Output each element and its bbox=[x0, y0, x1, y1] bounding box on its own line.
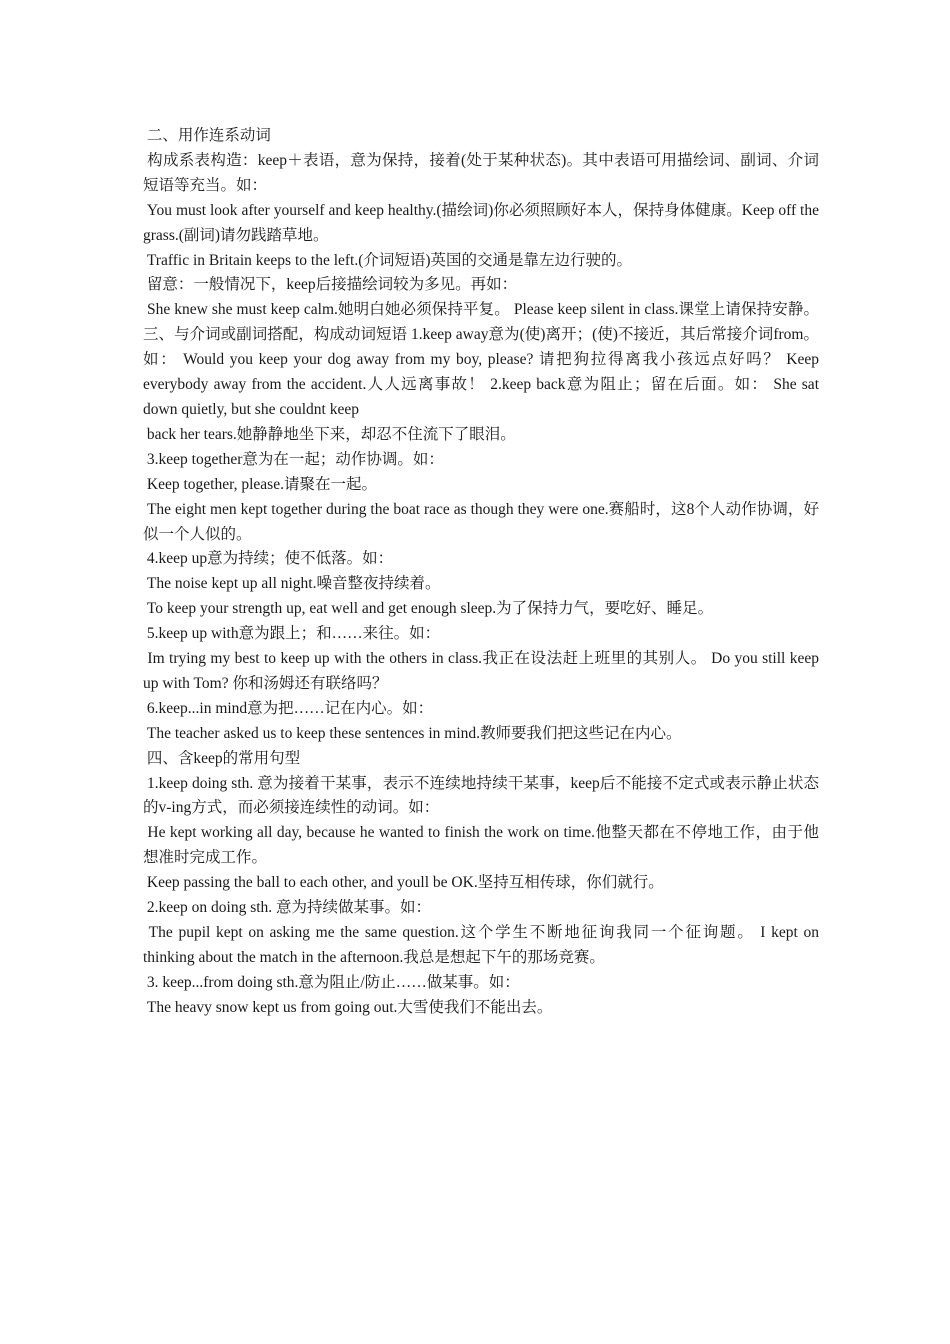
example-sentence: The heavy snow kept us from going out.大雪使我们不能出去。 bbox=[143, 998, 553, 1016]
paragraph: 构成系表构造：keep＋表语，意为保持，接着(处于某种状态)。其中表语可用描绘词、副词、介词短语等充当。如： bbox=[143, 151, 819, 194]
phrase-heading: 3.keep together意为在一起；动作协调。如： bbox=[143, 450, 444, 468]
example-sentence: The noise kept up all night.噪音整夜持续着。 bbox=[143, 575, 441, 593]
phrase-heading: 2.keep on doing sth. 意为持续做某事。如： bbox=[143, 899, 432, 917]
example-sentence: You must look after yourself and keep healthy.(描绘词)你必须照顾好本人，保持身体健康。Keep off the grass.(副词)请勿践踏草地。 bbox=[143, 201, 823, 244]
document-body bbox=[143, 124, 823, 1021]
example-sentence: Keep passing the ball to each other, and youll be OK.坚持互相传球，你们就行。 bbox=[143, 874, 664, 892]
example-sentence: Traffic in Britain keeps to the left.(介词短语)英国的交通是靠左边行驶的。 bbox=[143, 251, 633, 269]
example-sentence: The teacher asked us to keep these sentences in mind.教师要我们把这些记在内心。 bbox=[143, 724, 682, 742]
example-sentence: To keep your strength up, eat well and get enough sleep.为了保持力气，要吃好、睡足。 bbox=[143, 600, 714, 618]
phrase-heading: 5.keep up with意为跟上；和……来往。如： bbox=[143, 625, 441, 643]
example-sentence: The pupil kept on asking me the same question.这个学生不断地征询我同一个征询题。 I kept on thinking about the match in the afternoon.我总是想起下午的那场竞赛。 bbox=[143, 924, 823, 966]
heading-linking-verb: 二、用作连系动词 bbox=[143, 127, 271, 144]
paragraph: She knew she must keep calm.她明白她必须保持平复。 Please keep silent in class.课堂上请保持安静。 三、与介词或副词搭配，构成动词短语 1.keep away意为(使)离开；(使)不接近，其后常接介词from。如： Would you keep your dog away from my boy, please? 请把狗拉得离我小孩远点好吗？ Keep everybody away from the accident.人人远离事故！ 2.keep back意为阻止；留在后面。如： She sat down quietly, but she couldnt keep bbox=[143, 301, 823, 418]
phrase-heading: 4.keep up意为持续；使不低落。如： bbox=[143, 550, 394, 568]
example-sentence: The eight men kept together during the boat race as though they were one.赛船时，这8个人动作协调，好似一个人似的。 bbox=[143, 500, 819, 543]
example-sentence: Im trying my best to keep up with the others in class.我正在设法赶上班里的其别人。 Do you still keep up with Tom? 你和汤姆还有联络吗？ bbox=[143, 650, 823, 692]
phrase-heading: 6.keep...in mind意为把……记在内心。如： bbox=[143, 699, 434, 717]
example-sentence: He kept working all day, because he wanted to finish the work on time.他整天都在不停地工作，由于他想准时完成工作。 bbox=[143, 824, 820, 867]
example-sentence: back her tears.她静静地坐下来，却忍不住流下了眼泪。 bbox=[143, 425, 516, 443]
phrase-heading: 3. keep...from doing sth.意为阻止/防止……做某事。如： bbox=[143, 973, 520, 991]
paragraph: 1.keep doing sth. 意为接着干某事，表示不连续地持续干某事，keep后不能接不定式或表示静止状态的v-ing方式，而必须接连续性的动词。如： bbox=[143, 774, 820, 817]
example-sentence: Keep together, please.请聚在一起。 bbox=[143, 475, 377, 493]
paragraph: 留意：一般情况下，keep后接描绘词较为多见。再如： bbox=[143, 276, 518, 294]
heading-sentence-patterns: 四、含keep的常用句型 bbox=[143, 749, 301, 767]
